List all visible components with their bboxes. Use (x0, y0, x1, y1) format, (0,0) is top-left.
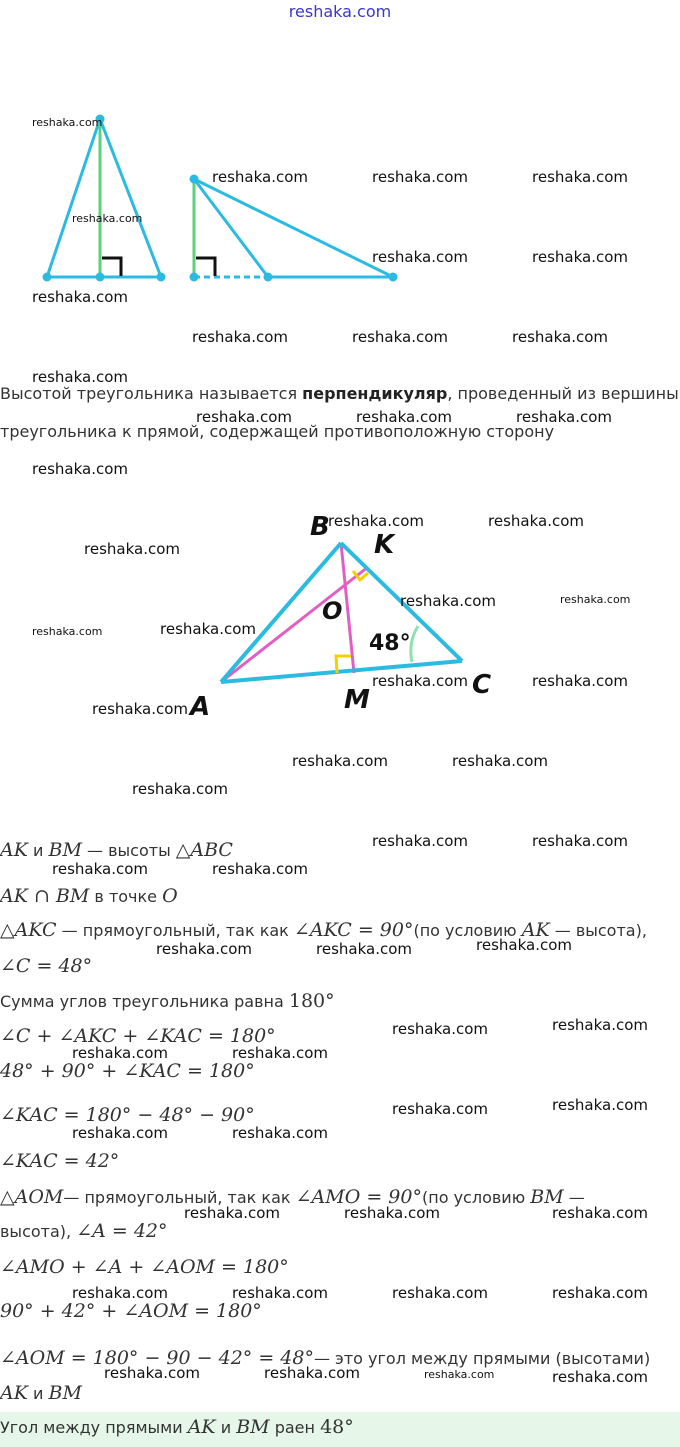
answer-t3: раен (269, 1418, 321, 1437)
watermark: reshaka.com (192, 328, 288, 346)
l11-t1: высота), (0, 1222, 77, 1241)
l3-m3: AK (521, 919, 550, 941)
watermark: reshaka.com (232, 1044, 328, 1062)
watermark: reshaka.com (512, 328, 608, 346)
l10-m2: ∠AMO = 90° (295, 1186, 422, 1208)
label-B: B (310, 512, 330, 542)
l2-t1: в точке (89, 887, 163, 906)
watermark: reshaka.com (392, 1020, 488, 1038)
watermark: reshaka.com (328, 512, 424, 530)
watermark: reshaka.com (72, 212, 143, 225)
l3-t1: — прямоугольный, так как (56, 921, 294, 940)
definition-line-2: треугольника к прямой, содержащей противоположную сторону (0, 422, 555, 441)
watermark: reshaka.com (32, 625, 103, 638)
watermark: reshaka.com (84, 540, 180, 558)
watermark: reshaka.com (196, 408, 292, 426)
watermark: reshaka.com (32, 116, 103, 129)
l15-t1: и (27, 1384, 49, 1403)
watermark: reshaka.com (316, 940, 412, 958)
l14-m1: ∠AOM = 180° − 90 − 42° = 48° (0, 1347, 314, 1369)
l10-t1: — прямоугольный, так как (63, 1188, 296, 1207)
label-M: M (344, 685, 370, 715)
l14-t1: — это угол между прямыми (высотами) (313, 1349, 651, 1368)
solution-line-12: ∠AMO + ∠A + ∠AOM = 180° (0, 1256, 289, 1278)
solution-line-11 (0, 1220, 168, 1242)
l10-t3: — (563, 1188, 585, 1207)
watermark: reshaka.com (344, 1204, 440, 1222)
watermark: reshaka.com (104, 1364, 200, 1382)
watermark: reshaka.com (212, 860, 308, 878)
watermark: reshaka.com (292, 752, 388, 770)
watermark: reshaka.com (184, 1204, 280, 1222)
solution-line-6: ∠C + ∠AKC + ∠KAC = 180° (0, 1025, 276, 1047)
watermark: reshaka.com (400, 592, 496, 610)
solution-line-10 (0, 1186, 585, 1208)
l1-t2: — высоты (81, 841, 176, 860)
solution-line-5 (0, 990, 335, 1012)
watermark: reshaka.com (232, 1124, 328, 1142)
watermark: reshaka.com (372, 168, 468, 186)
watermark: reshaka.com (532, 248, 628, 266)
altitude-figures (0, 100, 420, 300)
watermark: reshaka.com (32, 460, 128, 478)
watermark: reshaka.com (516, 408, 612, 426)
l10-m3: BM (530, 1186, 564, 1208)
watermark: reshaka.com (452, 752, 548, 770)
l3-m1: △AKC (0, 919, 57, 941)
definition-after: , проведенный из вершины (447, 384, 679, 403)
triangle-abc-figure (180, 500, 510, 730)
solution-line-2 (0, 885, 178, 907)
watermark: reshaka.com (372, 248, 468, 266)
definition-line-1 (0, 384, 679, 403)
l2-m2: O (162, 885, 178, 907)
l1-t1: и (27, 841, 49, 860)
watermark: reshaka.com (552, 1284, 648, 1302)
solution-line-9: ∠KAC = 42° (0, 1150, 120, 1172)
label-A: A (190, 692, 211, 722)
l1-m3: △ABC (175, 839, 233, 861)
watermark: reshaka.com (372, 832, 468, 850)
watermark: reshaka.com (532, 832, 628, 850)
solution-line-15 (0, 1382, 82, 1404)
watermark: reshaka.com (160, 620, 256, 638)
watermark: reshaka.com (488, 512, 584, 530)
watermark: reshaka.com (476, 936, 572, 954)
watermark: reshaka.com (392, 1284, 488, 1302)
watermark: reshaka.com (72, 1284, 168, 1302)
watermark: reshaka.com (352, 328, 448, 346)
answer-m2: BM (236, 1416, 270, 1438)
watermark: reshaka.com (552, 1368, 648, 1386)
watermark: reshaka.com (72, 1044, 168, 1062)
watermark: reshaka.com (264, 1364, 360, 1382)
angle-label: 48° (369, 631, 411, 656)
watermark: reshaka.com (356, 408, 452, 426)
watermark: reshaka.com (424, 1368, 495, 1381)
solution-line-13: 90° + 42° + ∠AOM = 180° (0, 1300, 262, 1322)
label-K: K (374, 530, 395, 560)
solution-line-1 (0, 839, 233, 861)
solution-line-7: 48° + 90° + ∠KAC = 180° (0, 1060, 255, 1082)
answer-box (0, 1412, 680, 1447)
l15-m2: BM (48, 1382, 82, 1404)
watermark: reshaka.com (72, 1124, 168, 1142)
l11-m1: ∠A = 42° (76, 1220, 168, 1242)
definition-bold: перпендикуляр (302, 384, 448, 403)
site-title[interactable]: reshaka.com (288, 2, 392, 21)
answer-m3: 48° (320, 1416, 354, 1438)
l5-t1: Сумма углов треугольника равна (0, 992, 289, 1011)
watermark: reshaka.com (32, 288, 128, 306)
watermark: reshaka.com (92, 700, 188, 718)
l10-m1: △AOM (0, 1186, 64, 1208)
l10-t2: (по условию (422, 1188, 531, 1207)
watermark: reshaka.com (132, 780, 228, 798)
watermark: reshaka.com (156, 940, 252, 958)
watermark: reshaka.com (560, 593, 631, 606)
watermark: reshaka.com (32, 368, 128, 386)
answer-t2: и (215, 1418, 237, 1437)
watermark: reshaka.com (212, 168, 308, 186)
watermark: reshaka.com (552, 1096, 648, 1114)
l1-m2: BM (48, 839, 82, 861)
label-O: O (322, 597, 343, 625)
answer-text (0, 1416, 354, 1438)
watermark: reshaka.com (552, 1016, 648, 1034)
watermark: reshaka.com (552, 1204, 648, 1222)
l15-m1: AK (0, 1382, 28, 1404)
l5-m1: 180° (288, 990, 335, 1012)
watermark: reshaka.com (392, 1100, 488, 1118)
l3-t3: — высота), (549, 921, 647, 940)
answer-m1: AK (187, 1416, 216, 1438)
watermark: reshaka.com (232, 1284, 328, 1302)
watermark: reshaka.com (372, 672, 468, 690)
l3-t2: (по условию (413, 921, 522, 940)
watermark: reshaka.com (52, 860, 148, 878)
l1-m1: AK (0, 839, 28, 861)
solution-line-4: ∠C = 48° (0, 955, 93, 977)
solution-line-8: ∠KAC = 180° − 48° − 90° (0, 1104, 255, 1126)
answer-t1: Угол между прямыми (0, 1418, 188, 1437)
label-C: C (472, 670, 492, 700)
watermark: reshaka.com (532, 672, 628, 690)
l3-m2: ∠AKC = 90° (293, 919, 414, 941)
watermark: reshaka.com (532, 168, 628, 186)
l2-m1: AK ∩ BM (0, 885, 90, 907)
definition-before: Высотой треугольника называется (0, 384, 303, 403)
